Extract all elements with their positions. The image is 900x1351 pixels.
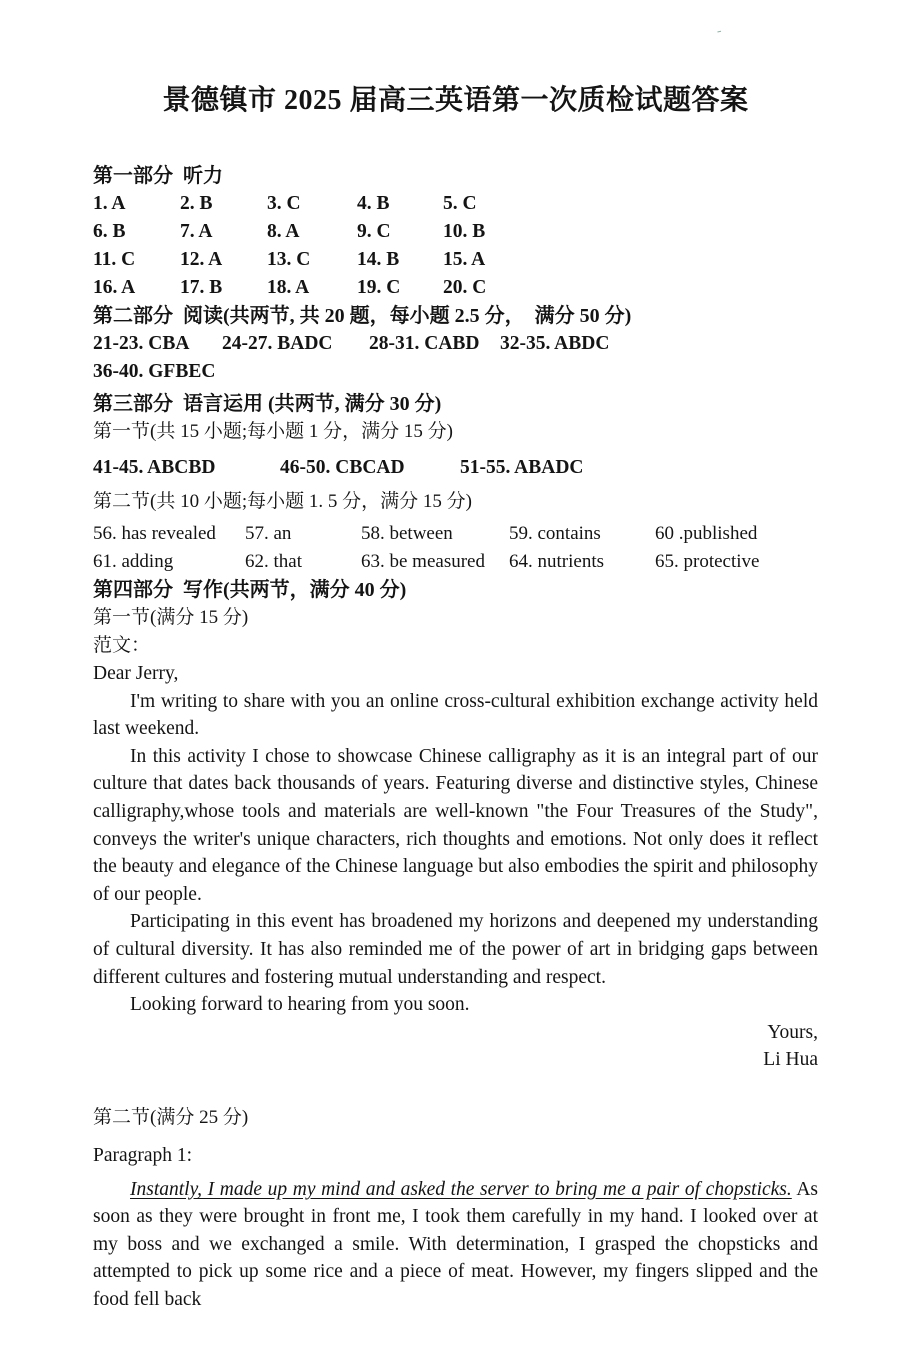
listening-answer-18: 18. A — [267, 277, 310, 298]
letter-salutation: Dear Jerry, — [93, 663, 179, 684]
letter-signoff: Yours, — [767, 1021, 818, 1043]
listening-answer-19: 19. C — [357, 277, 401, 298]
reading-answer-32-35: 32-35. ABDC — [500, 333, 610, 354]
language-section1-answers — [93, 454, 818, 482]
gap-answer-56: 56. has revealed — [93, 523, 216, 544]
reading-answer-24-27: 24-27. BADC — [222, 333, 333, 354]
part3-section2-heading: 第二节(共 10 小题;每小题 1. 5 分，满分 15 分) — [93, 491, 472, 512]
model-essay-label: 范文： — [93, 635, 151, 656]
gap-answer-65: 65. protective — [655, 551, 760, 572]
reading-answer-28-31: 28-31. CABD — [369, 333, 480, 354]
cloze-answer-51-55: 51-55. ABADC — [460, 457, 584, 478]
gap-answer-58: 58. between — [361, 523, 453, 544]
part4-section2-heading: 第二节(满分 25 分) — [93, 1106, 249, 1128]
listening-answer-grid — [93, 190, 818, 302]
listening-answer-5: 5. C — [443, 193, 477, 214]
gap-answer-57: 57. an — [245, 523, 292, 544]
gap-answer-59: 59. contains — [509, 523, 601, 544]
cloze-answer-46-50: 46-50. CBCAD — [280, 457, 405, 478]
listening-answer-9: 9. C — [357, 221, 391, 242]
listening-answer-4: 4. B — [357, 193, 390, 214]
listening-answer-3: 3. C — [267, 193, 301, 214]
letter-closing-line: Looking forward to hearing from you soon. — [130, 994, 470, 1016]
letter-signature: Li Hua — [763, 1049, 818, 1071]
part4-section1-heading: 第一节(满分 15 分) — [93, 607, 249, 628]
listening-answer-20: 20. C — [443, 277, 487, 298]
listening-answer-12: 12. A — [180, 249, 223, 270]
continuation-lead-sentence: Instantly, I made up my mind and asked the server to bring me a pair of chopsticks. — [130, 1178, 792, 1200]
listening-answer-10: 10. B — [443, 221, 486, 242]
gap-answer-60: 60 .published — [655, 523, 758, 544]
listening-answer-11: 11. C — [93, 249, 136, 270]
continuation-body-text: As soon as they were brought in front me, I took them carefully in my hand. I looked over at my boss and we exchanged a smile. With determination, I grasped the chopsticks and attempted to pick up some rice and a piece of meat. However, my fingers slipped and the food fell back — [93, 1178, 818, 1310]
listening-answer-7: 7. A — [180, 221, 213, 242]
part3-language-heading: 第三部分 语言运用 (共两节, 满分 30 分) — [93, 393, 442, 415]
document-title: 景德镇市 2025 届高三英语第一次质检试题答案 — [162, 85, 749, 116]
listening-answer-8: 8. A — [267, 221, 300, 242]
listening-answer-1: 1. A — [93, 193, 126, 214]
listening-answer-15: 15. A — [443, 249, 486, 270]
listening-answer-16: 16. A — [93, 277, 136, 298]
gap-answer-62: 62. that — [245, 551, 302, 572]
language-section2-answers — [93, 520, 818, 576]
listening-answer-14: 14. B — [357, 249, 400, 270]
listening-answer-13: 13. C — [267, 249, 311, 270]
gap-answer-63: 63. be measured — [361, 551, 485, 572]
listening-answer-2: 2. B — [180, 193, 213, 214]
reading-answer-36-40: 36-40. GFBEC — [93, 361, 216, 382]
reading-answer-21-23: 21-23. CBA — [93, 333, 190, 354]
part4-writing-heading: 第四部分 写作(共两节，满分 40 分) — [93, 579, 407, 601]
letter-paragraph-2: In this activity I chose to showcase Chinese calligraphy as it is an integral part of our culture that dates back thousands of years. Featuring diverse and distinctive styles, Chinese calligraphy,whose tools and materials are well-known "the Four Treasures of the Study", conveys the writer's unique characters, rich thoughts and emotions. Not only does it reflect the beauty and elegance of the Chinese language but also embodies the spirit and philosophy of our people. — [93, 745, 818, 905]
gap-answer-64: 64. nutrients — [509, 551, 604, 572]
reading-answers-line1 — [93, 330, 818, 358]
paragraph1-label: Paragraph 1: — [93, 1144, 193, 1166]
listening-answer-17: 17. B — [180, 277, 223, 298]
part2-reading-heading: 第二部分 阅读(共两节, 共 20 题，每小题 2.5 分， 满分 50 分) — [93, 305, 632, 327]
letter-paragraph-1: I'm writing to share with you an online cross-cultural exhibition exchange activity held last weekend. — [93, 690, 818, 740]
letter-paragraph-3: Participating in this event has broadened my horizons and deepened my understanding of cultural diversity. It has also reminded me of the power of art in bridging gaps between different cultures and fostering mutual understanding and respect. — [93, 911, 818, 988]
scan-artifact-mark: - — [715, 23, 724, 40]
part1-listening-heading: 第一部分 听力 — [93, 165, 223, 187]
cloze-answer-41-45: 41-45. ABCBD — [93, 457, 216, 478]
part3-section1-heading: 第一节(共 15 小题;每小题 1 分，满分 15 分) — [93, 421, 453, 442]
continuation-paragraph-1 — [93, 1176, 818, 1314]
listening-answer-6: 6. B — [93, 221, 126, 242]
gap-answer-61: 61. adding — [93, 551, 174, 572]
model-essay-letter — [93, 660, 818, 1074]
